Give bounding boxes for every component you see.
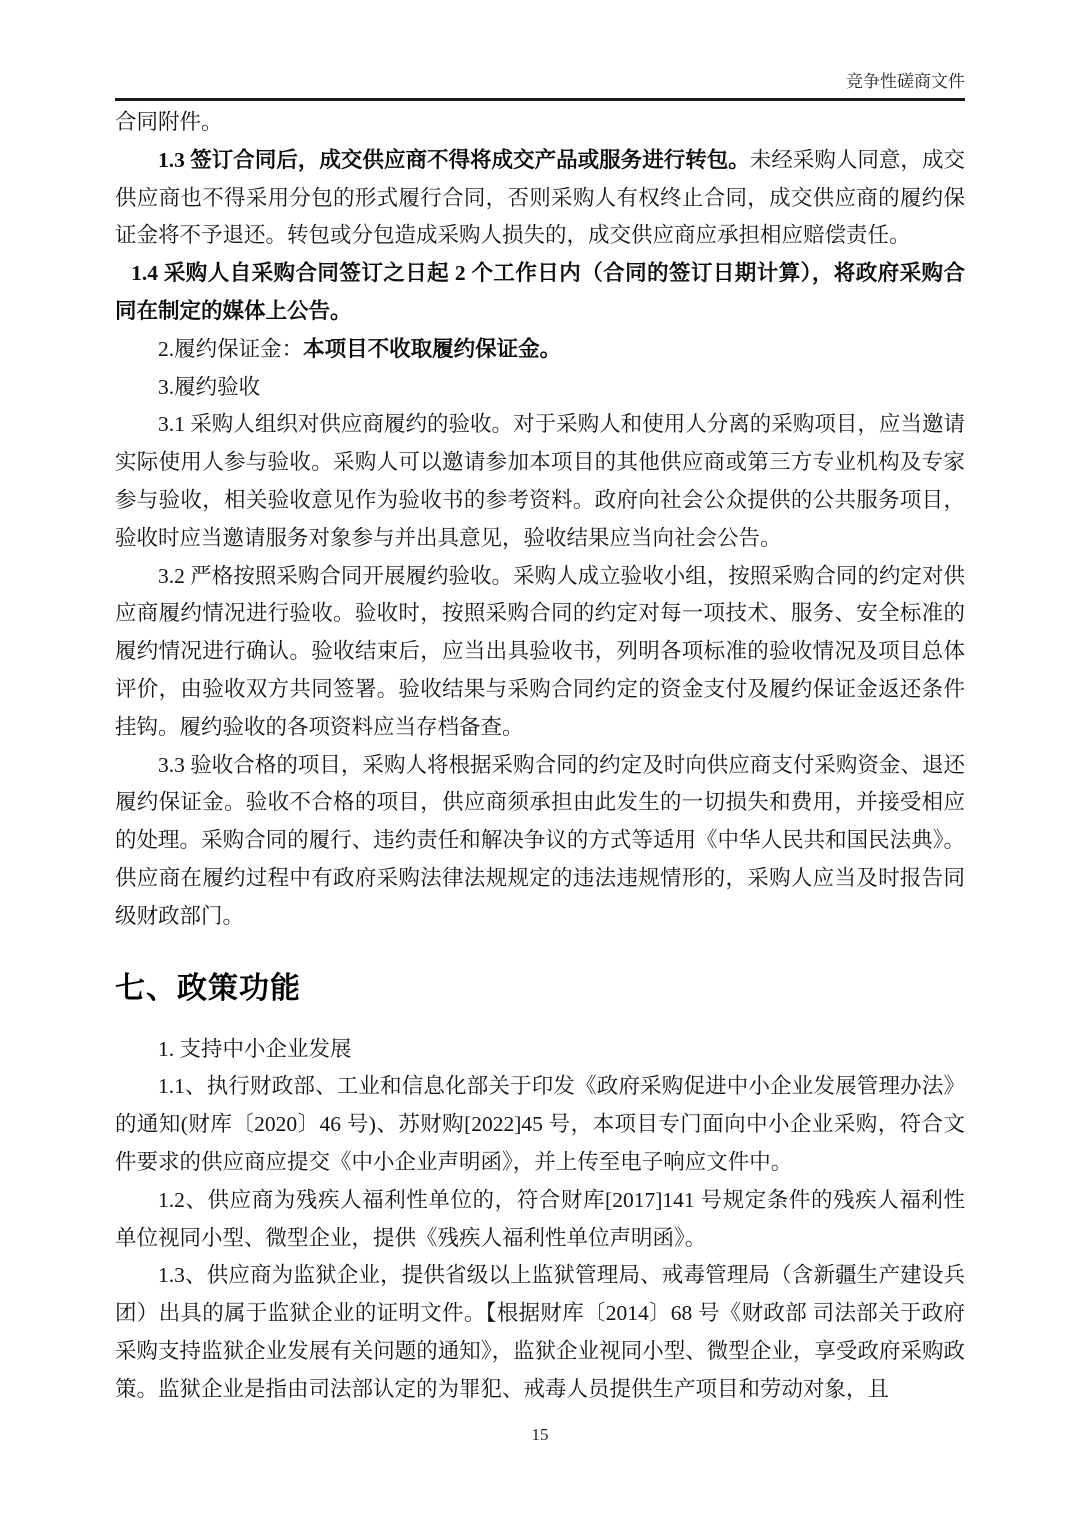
paragraph-1-1-sme-policy [115, 1068, 965, 1181]
paragraph-text: 1.2、供应商为残疾人福利性单位的，符合财库[2017]141 号规定条件的残疾人福利性单位视同小型、微型企业，提供《残疾人福利性单位声明函》。 [115, 1187, 965, 1250]
paragraph-text: 3.1 采购人组织对供应商履约的验收。对于采购人和使用人分离的采购项目，应当邀请实际使用人参与验收。采购人可以邀请参加本项目的其他供应商或第三方专业机构及专家参与验收，相关验收意见作为验收书的参考资料。政府向社会公众提供的公共服务项目，验收时应当邀请服务对象参与并出具意见，验收结果应当向社会公告。 [115, 412, 965, 550]
paragraph-support-sme [115, 1031, 965, 1069]
paragraph-1-3-regular-text: 未经采购人同意，成交供应商也不得采用分包的形式履行合同，否则采购人有权终止合同，成交供应商的履约保证金将不予退还。转包或分包造成采购人损失的，成交供应商应承担相应赔偿责任。 [115, 147, 965, 248]
section-heading-policy-function: 七、政策功能 [115, 971, 301, 1005]
paragraph-2-performance-bond [115, 331, 965, 369]
paragraph-text: 1.1、执行财政部、工业和信息化部关于印发《政府采购促进中小企业发展管理办法》的通知(财库〔2020〕46 号)、苏财购[2022]45 号，本项目专门面向中小企业采购，符合文件要求的供应商应提交《中小企业声明函》，并上传至电子响应文件中。 [115, 1074, 965, 1174]
paragraph-text: 3.2 严格按照采购合同开展履约验收。采购人成立验收小组，按照采购合同的约定对供应商履约情况进行验收。验收时，按照采购合同的约定对每一项技术、服务、安全标准的履约情况进行确认。验收结束后，应当出具验收书，列明各项标准的验收情况及项目总体评价，由验收双方共同签署。验收结果与采购合同约定的资金支付及履约保证金返还条件挂钩。履约验收的各项资料应当存档备查。 [115, 563, 965, 739]
paragraph-contract-attachment [115, 104, 965, 142]
page-header [115, 70, 965, 101]
paragraph-1-2-disabled-welfare [115, 1182, 965, 1258]
paragraph-text: 1. 支持中小企业发展 [158, 1036, 352, 1061]
paragraph-1-4-bold-text: 1.4 采购人自采购合同签订之日起 2 个工作日内（合同的签订日期计算），将政府采购合同在制定的媒体上公告。 [115, 261, 965, 323]
page-footer [0, 1425, 1080, 1445]
paragraph-2-bold-text: 本项目不收取履约保证金。 [303, 336, 562, 361]
paragraph-text: 合同附件。 [115, 110, 223, 134]
paragraph-1-4 [115, 255, 965, 331]
paragraph-3-2 [115, 558, 965, 747]
paragraph-text: 3.履约验收 [158, 374, 261, 399]
paragraph-2-label: 2.履约保证金： [158, 336, 304, 361]
paragraph-1-3 [115, 142, 965, 255]
header-title: 竞争性磋商文件 [846, 72, 965, 91]
paragraph-1-3-bold-text: 1.3 签订合同后，成交供应商不得将成交产品或服务进行转包。 [158, 147, 750, 172]
paragraph-1-3-prison-enterprise [115, 1257, 965, 1408]
paragraph-text: 1.3、供应商为监狱企业，提供省级以上监狱管理局、戒毒管理局（含新疆生产建设兵团）出具的属于监狱企业的证明文件。【根据财库〔2014〕68 号《财政部 司法部关于政府采购支持监狱企业发展有关问题的通知》，监狱企业视同小型、微型企业，享受政府采购政策。监狱企业是指由司法部认定的为罪犯、戒毒人员提供生产项目和劳动对象，且 [115, 1263, 965, 1401]
paragraph-3-3 [115, 747, 965, 936]
page-number: 15 [531, 1425, 549, 1444]
paragraph-text: 3.3 验收合格的项目，采购人将根据采购合同的约定及时向供应商支付采购资金、退还履约保证金。验收不合格的项目，供应商须承担由此发生的一切损失和费用，并接受相应的处理。采购合同的履行、违约责任和解决争议的方式等适用《中华人民共和国民法典》。供应商在履约过程中有政府采购法律法规规定的违法违规情形的，采购人应当及时报告同级财政部门。 [115, 752, 965, 928]
paragraph-3-acceptance [115, 369, 965, 407]
document-body [115, 104, 965, 1409]
paragraph-3-1 [115, 406, 965, 557]
